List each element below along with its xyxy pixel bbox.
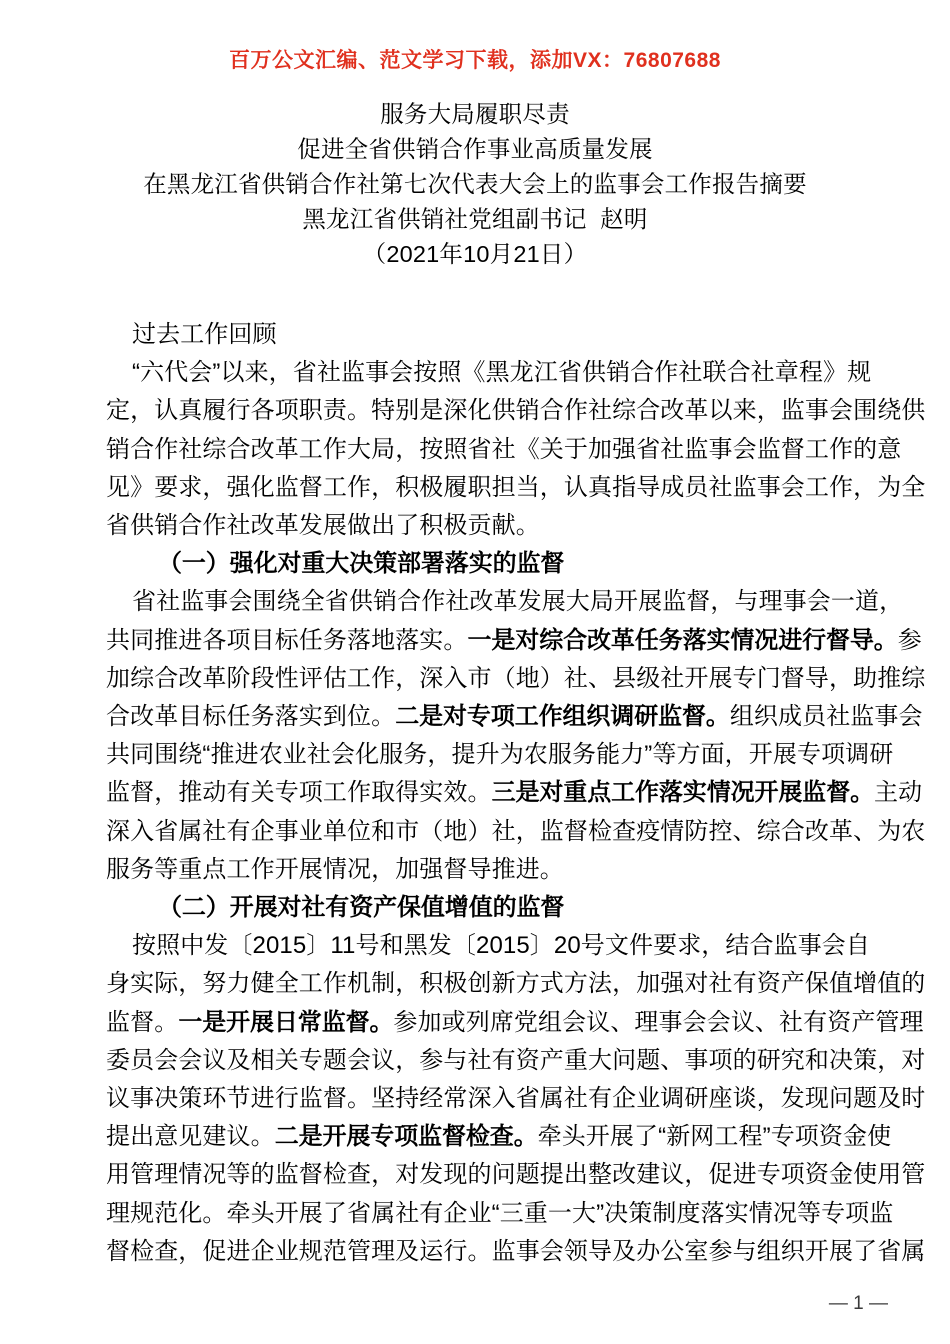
text-run: 服务等重点工作开展情况，加强督导推进。 xyxy=(106,855,564,883)
document-body xyxy=(106,316,926,1271)
text-run: 过去工作回顾 xyxy=(132,321,277,348)
body-line xyxy=(106,774,923,812)
body-line xyxy=(106,431,902,469)
text-run: 销合作社综合改革工作大局，按照省社《关于加强省社监事会监督工作的意 xyxy=(106,435,902,463)
body-line xyxy=(106,507,846,545)
promo-banner: 百万公文汇编、范文学习下载，添加VX：76807688 xyxy=(229,49,721,72)
title-line: （2021年10月21日） xyxy=(362,241,588,267)
document-title-block xyxy=(0,97,950,272)
page-number-footer: — 1 — xyxy=(828,1293,888,1314)
title-line: 黑龙江省供销社党组副书记 赵明 xyxy=(302,206,648,232)
body-line xyxy=(106,316,846,354)
body-line xyxy=(106,1080,926,1118)
text-run: 牵头开展了“新网工程”专项资金使 xyxy=(537,1123,892,1151)
body-line xyxy=(106,1118,892,1156)
body-line xyxy=(106,622,922,660)
body-line xyxy=(106,851,846,889)
text-run: 组织成员社监事会 xyxy=(729,703,923,731)
body-line xyxy=(106,1156,926,1194)
body-line xyxy=(106,927,870,965)
text-run: 见》要求，强化监督工作，积极履职担当，认真指导成员社监事会工作，为全 xyxy=(106,473,926,501)
text-run: 参加或列席党组会议、理事会会议、社有资产管理 xyxy=(393,1008,924,1036)
text-run: 共同推进各项目标任务落地落实。 xyxy=(106,626,468,654)
bold-run: （二）开展对社有资产保值增值的监督 xyxy=(158,894,565,922)
text-run: 督检查，促进企业规范管理及运行。监事会领导及办公室参与组织开展了省属 xyxy=(106,1237,926,1265)
bold-run: 二是对专项工作组织调研监督。 xyxy=(395,703,730,731)
text-run: 提出意见建议。 xyxy=(106,1123,275,1151)
text-run: 深入省属社有企事业单位和市（地）社，监督检查疫情防控、综合改革、为农 xyxy=(106,817,926,845)
text-run: 主动 xyxy=(874,779,923,807)
text-run: 定，认真履行各项职责。特别是深化供销合作社综合改革以来，监事会围绕供 xyxy=(106,397,926,425)
bold-run: （一）强化对重大决策部署落实的监督 xyxy=(158,550,565,578)
body-line xyxy=(106,965,926,1003)
text-run: 理规范化。牵头开展了省属社有企业“三重一大”决策制度落实情况等专项监 xyxy=(106,1199,894,1227)
bold-run: 三是对重点工作落实情况开展监督。 xyxy=(491,779,875,807)
bold-run: 一是对综合改革任务落实情况进行督导。 xyxy=(467,626,898,654)
text-run: 合改革目标任务落实到位。 xyxy=(106,703,396,731)
body-line xyxy=(106,392,926,430)
text-run: 监督。 xyxy=(106,1008,179,1036)
section-heading xyxy=(106,889,846,927)
body-line xyxy=(106,354,872,392)
body-line xyxy=(106,1195,894,1233)
body-line xyxy=(106,736,894,774)
body-line xyxy=(106,698,923,736)
body-line xyxy=(106,660,926,698)
text-run: 省供销合作社改革发展做出了积极贡献。 xyxy=(106,512,540,540)
body-line xyxy=(106,813,926,851)
title-line: 在黑龙江省供销合作社第七次代表大会上的监事会工作报告摘要 xyxy=(143,171,807,197)
text-run: 监督，推动有关专项工作取得实效。 xyxy=(106,779,492,807)
text-run: 用管理情况等的监督检查，对发现的问题提出整改建议，促进专项资金使用管 xyxy=(106,1161,926,1189)
text-run: 按照中发〔2015〕11号和黑发〔2015〕20号文件要求，结合监事会自 xyxy=(132,932,870,960)
body-line xyxy=(106,469,926,507)
title-line: 促进全省供销合作事业高质量发展 xyxy=(297,136,653,162)
bold-run: 一是开展日常监督。 xyxy=(178,1008,394,1036)
text-run: 议事决策环节进行监督。坚持经常深入省属社有企业调研座谈，发现问题及时 xyxy=(106,1085,926,1113)
section-heading xyxy=(106,545,846,583)
text-run: “六代会”以来，省社监事会按照《黑龙江省供销合作社联合社章程》规 xyxy=(132,359,872,387)
title-line: 服务大局履职尽责 xyxy=(380,101,570,127)
text-run: 参 xyxy=(897,626,922,654)
text-run: 共同围绕“推进农业社会化服务，提升为农服务能力”等方面，开展专项调研 xyxy=(106,741,894,769)
text-run: 省社监事会围绕全省供销合作社改革发展大局开展监督，与理事会一道， xyxy=(132,588,904,616)
bold-run: 二是开展专项监督检查。 xyxy=(274,1123,538,1151)
body-line xyxy=(106,1233,926,1271)
text-run: 加综合改革阶段性评估工作，深入市（地）社、县级社开展专门督导，助推综 xyxy=(106,664,926,692)
text-run: 委员会会议及相关专题会议，参与社有资产重大问题、事项的研究和决策，对 xyxy=(106,1046,926,1074)
body-line xyxy=(106,583,904,621)
body-line xyxy=(106,1004,924,1042)
text-run: 身实际，努力健全工作机制，积极创新方式方法，加强对社有资产保值增值的 xyxy=(106,970,926,998)
body-line xyxy=(106,1042,926,1080)
